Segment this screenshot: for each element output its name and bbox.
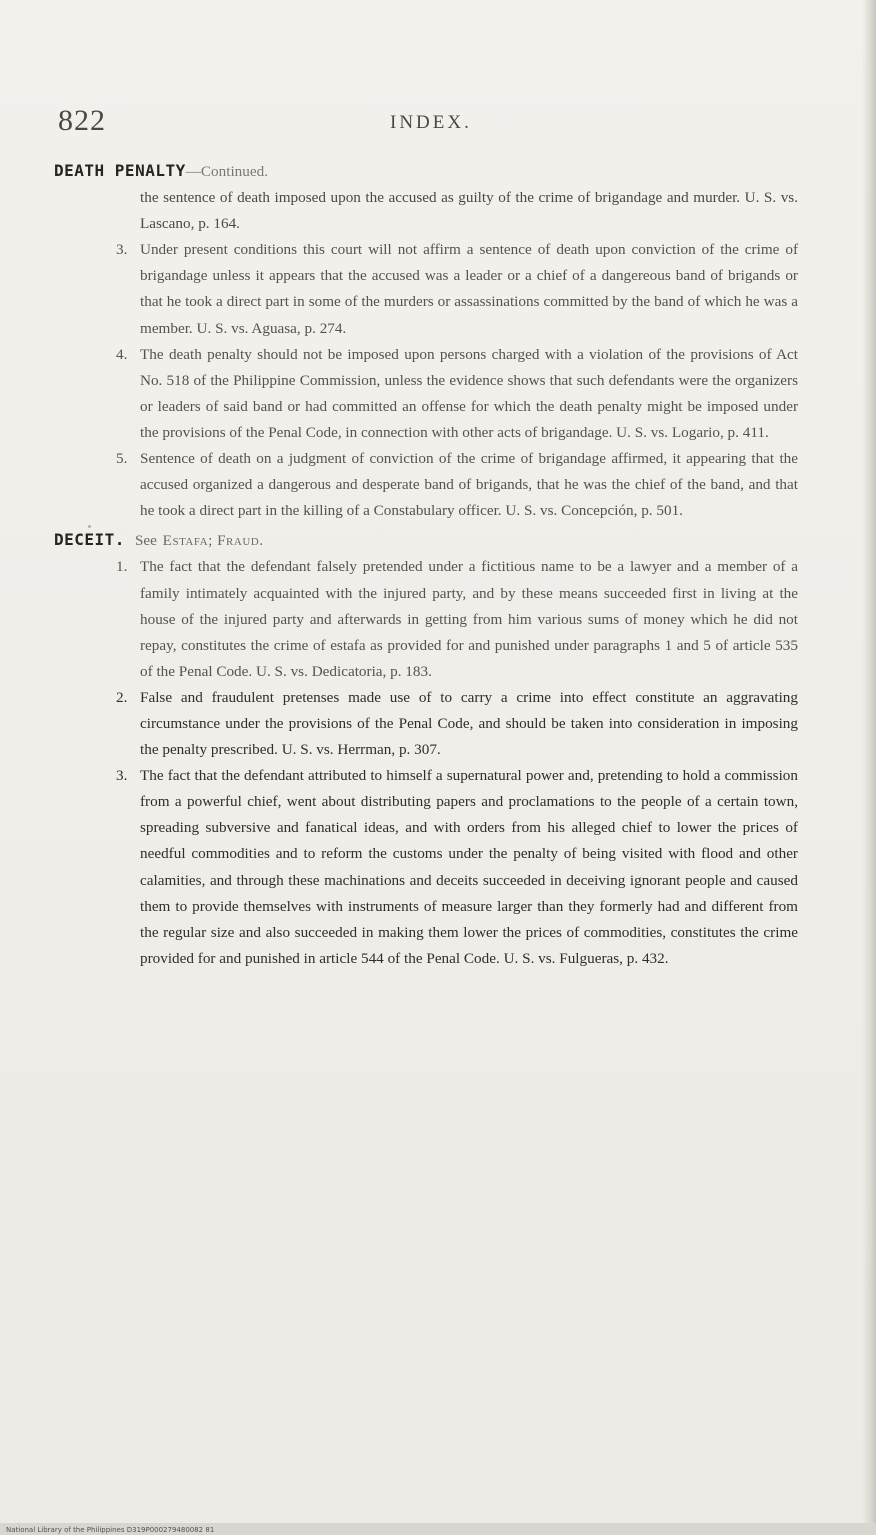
item-number: 2.	[116, 688, 128, 706]
page-edge	[862, 0, 876, 1535]
see-label: See	[134, 532, 157, 550]
headword: DEATH PENALTY	[54, 161, 186, 180]
see-references: Estafa; Fraud.	[162, 532, 264, 550]
item-number: 5.	[116, 450, 128, 468]
item-number: 3.	[116, 241, 128, 259]
list-item	[54, 446, 798, 524]
item-number: 3.	[116, 767, 128, 785]
list-item	[54, 554, 798, 684]
item-text: The death penalty should not be imposed upon persons charged with a violation of the provisions of Act No. 518 of the Philippine Commission, unless the evidence shows that such defendants were the organizers or leaders of said band or had committed an offense for which the death penalty might be imposed under the provisions of the Penal Code, in connection with other acts of brigandage. U. S. vs. Logario, p. 411.	[140, 345, 798, 441]
footer-bar	[0, 1523, 876, 1535]
footer-credit: National Library of the Philippines D319P000279480082 81	[6, 1526, 215, 1534]
entry-death-penalty	[54, 158, 798, 185]
headword: DECEIT.	[54, 530, 125, 550]
item-number: 1.	[116, 558, 128, 576]
item-text: False and fraudulent pretenses made use of to carry a crime into effect constitute an aggravating circumstance under the provisions of the Penal Code, and should be taken into consideration in imposing the penalty prescribed. U. S. vs. Herrman, p. 307.	[140, 688, 798, 759]
list-item	[54, 685, 798, 763]
index-content	[54, 158, 798, 972]
continued-label: —Continued.	[185, 163, 268, 180]
paper-speck	[88, 525, 91, 528]
list-item	[54, 342, 798, 446]
list-item	[54, 237, 798, 341]
item-text: The fact that the defendant attributed to himself a supernatural power and, pretending to hold a commission from a powerful chief, went about distributing papers and proclamations to the people of a certain town, spreading subversive and fanatical ideas, and with orders from his alleged chief to lower the prices of needful commodities and to reform the customs under the penalty of being visited with flood and other calamities, and through these machinations and deceits succeeded in deceiving ignorant people and caused them to provide themselves with instruments of measure larger than they formerly had and different from the regular size and also succeeded in making them lower the prices of commodities, constitutes the crime provided for and punished in article 544 of the Penal Code. U. S. vs. Fulgueras, p. 432.	[140, 767, 798, 967]
item-text: Sentence of death on a judgment of conviction of the crime of brigandage affirmed, it appearing that the accused organized a dangerous and desperate band of brigands, that he was the chief of the band, and that he took a direct part in the killing of a Constabulary officer. U. S. vs. Concepción, p. 501.	[140, 450, 798, 520]
item-text: The fact that the defendant falsely pretended under a fictitious name to be a lawyer and a member of a family intimately acquainted with the injured party, and by these means succeeded first in living at the house of the injured party and afterwards in getting from him various sums of money which he did not repay, constitutes the crime of estafa as provided for and punished under paragraphs 1 and 5 of article 535 of the Penal Code. U. S. vs. Dedicatoria, p. 183.	[140, 558, 798, 680]
entry-deceit	[54, 527, 798, 554]
running-head: INDEX.	[390, 112, 472, 133]
page-number: 822	[58, 104, 106, 137]
continued-paragraph: the sentence of death imposed upon the accused as guilty of the crime of brigandage and murder. U. S. vs. Lascano, p. 164.	[140, 189, 798, 233]
item-text: Under present conditions this court will not affirm a sentence of death upon conviction of the crime of brigandage unless it appears that the accused was a leader or a chief of a dangereous band of brigands or that he took a direct part in some of the murders or assassinations committed by the band of which he was a member. U. S. vs. Aguasa, p. 274.	[140, 241, 798, 337]
list-item	[54, 763, 798, 972]
item-number: 4.	[116, 345, 128, 363]
